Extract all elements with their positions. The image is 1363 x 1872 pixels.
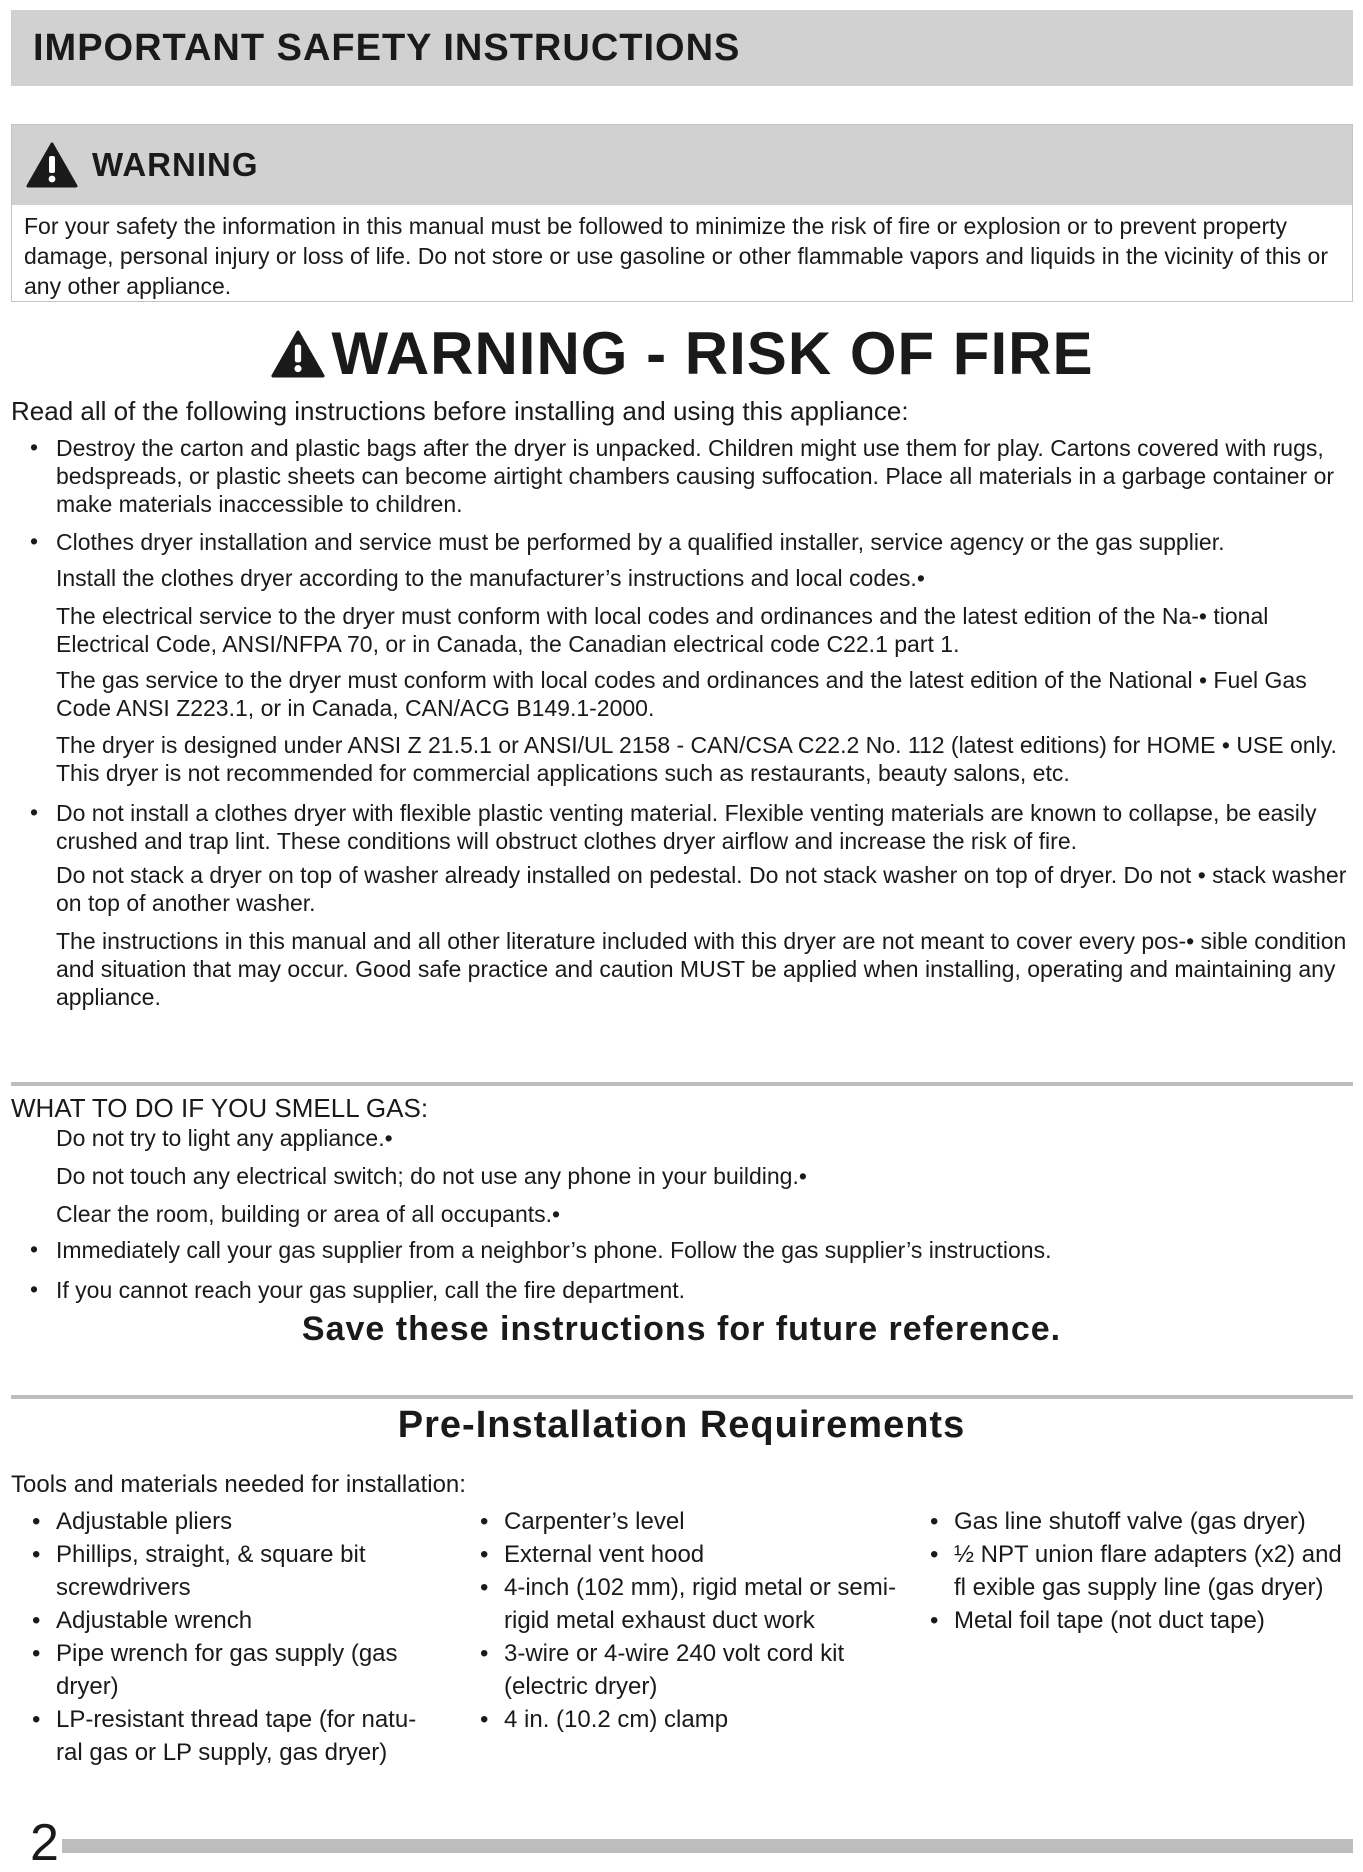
list-item: Clear the room, building or area of all occupants.•	[56, 1201, 561, 1227]
save-instructions-note: Save these instructions for future reference.	[301, 1310, 1062, 1348]
list-item: • Metal foil tape (not duct tape)	[928, 1604, 1348, 1637]
footer-bar	[62, 1839, 1353, 1853]
pre-installation-title: Pre-Installation Requirements	[397, 1404, 966, 1446]
tools-column-1	[30, 1505, 430, 1769]
list-item: • Pipe wrench for gas supply (gas dryer)	[30, 1637, 430, 1703]
list-item: Destroy the carton and plastic bags after the dryer is unpacked. Children might use them for play. Cartons covered with rugs, bedspreads, or plastic sheets can become airtight chambers causing suffocation. Place all materials in a garbage container or make materials inaccessible to children.	[56, 435, 1335, 517]
list-item: • 4-inch (102 mm), rigid metal or semi-rigid metal exhaust duct work	[478, 1571, 918, 1637]
list-item: Install the clothes dryer according to the manufacturer’s instructions and local codes.•	[56, 565, 925, 591]
page-title: IMPORTANT SAFETY INSTRUCTIONS	[33, 26, 741, 69]
list-item: If you cannot reach your gas supplier, call the fire department.	[56, 1277, 686, 1303]
tools-column-3	[928, 1505, 1348, 1637]
list-item: • Adjustable wrench	[30, 1604, 430, 1637]
gas-heading: WHAT TO DO IF YOU SMELL GAS:	[11, 1093, 429, 1123]
warning-triangle-icon	[26, 142, 78, 188]
pre-installation-intro: Tools and materials needed for installation:	[11, 1471, 466, 1498]
bullet-dot: •	[30, 528, 39, 554]
list-item: The dryer is designed under ANSI Z 21.5.1 or ANSI/UL 2158 - CAN/CSA C22.2 No. 112 (latest editions) for HOME • USE only. This dryer is not recommended for commercial applications such as restaurants, beauty salons, etc.	[56, 732, 1337, 786]
list-item: • Gas line shutoff valve (gas dryer)	[928, 1505, 1348, 1538]
list-item: The gas service to the dryer must conform with local codes and ordinances and the latest edition of the National • Fuel Gas Code ANSI Z223.1, or in Canada, CAN/ACG B149.1-2000.	[56, 667, 1307, 721]
list-item: The electrical service to the dryer must conform with local codes and ordinances and the latest edition of the Na-• tional Electrical Code, ANSI/NFPA 70, or in Canada, the Canadian electrical code C22.1 part 1.	[56, 603, 1269, 657]
bullet-dot: •	[30, 799, 39, 825]
list-item: • External vent hood	[478, 1538, 918, 1571]
list-item: The instructions in this manual and all other literature included with this dryer are not meant to cover every pos-• sible condition and situation that may occur. Good safe practice and caution MUST be applied when installing, operating and maintaining any appliance.	[56, 928, 1347, 1010]
fire-warning-title	[0, 318, 1363, 390]
list-item: Do not stack a dryer on top of washer already installed on pedestal. Do not stack washer on top of dryer. Do not • stack washer on top of another washer.	[56, 862, 1347, 916]
list-item: • Adjustable pliers	[30, 1505, 430, 1538]
list-item: • Phillips, straight, & square bit screwdrivers	[30, 1538, 430, 1604]
warning-text: For your safety the information in this manual must be followed to minimize the risk of fire or explosion or to prevent property damage, personal injury or loss of life. Do not store or use gasoline or other flammable vapors and liquids in the vicinity of this or any other appliance.	[24, 213, 1328, 299]
bullet-dot: •	[30, 1276, 39, 1302]
fire-warning-intro: Read all of the following instructions before installing and using this appliance:	[11, 396, 909, 426]
list-item: • 4 in. (10.2 cm) clamp	[478, 1703, 918, 1736]
list-item: • ½ NPT union flare adapters (x2) and fl exible gas supply line (gas dryer)	[928, 1538, 1348, 1604]
warning-label: WARNING	[92, 146, 259, 183]
warning-box-header	[12, 125, 1352, 205]
section-divider	[11, 1395, 1353, 1399]
title-bar	[11, 10, 1353, 86]
section-divider	[11, 1082, 1353, 1086]
list-item: • 3-wire or 4-wire 240 volt cord kit (electric dryer)	[478, 1637, 918, 1703]
page-number: 2	[30, 1814, 59, 1872]
list-item: Clothes dryer installation and service must be performed by a qualified installer, service agency or the gas supplier.	[56, 529, 1225, 555]
list-item: • Carpenter’s level	[478, 1505, 918, 1538]
bullet-dot: •	[30, 434, 39, 460]
warning-triangle-icon	[270, 330, 326, 378]
list-item: Do not touch any electrical switch; do not use any phone in your building.•	[56, 1163, 807, 1189]
list-item: Do not try to light any appliance.•	[56, 1125, 393, 1151]
list-item: • LP-resistant thread tape (for natu-ral gas or LP supply, gas dryer)	[30, 1703, 430, 1769]
fire-warning-title-text: WARNING - RISK OF FIRE	[331, 320, 1094, 387]
bullet-dot: •	[30, 1236, 39, 1262]
tools-column-2	[478, 1505, 918, 1736]
warning-box	[11, 124, 1353, 302]
list-item: Do not install a clothes dryer with flexible plastic venting material. Flexible venting materials are known to collapse, be easily crushed and trap lint. These conditions will obstruct clothes dryer airflow and increase the risk of fire.	[56, 800, 1317, 854]
list-item: Immediately call your gas supplier from a neighbor’s phone. Follow the gas supplier’s instructions.	[56, 1237, 1052, 1263]
